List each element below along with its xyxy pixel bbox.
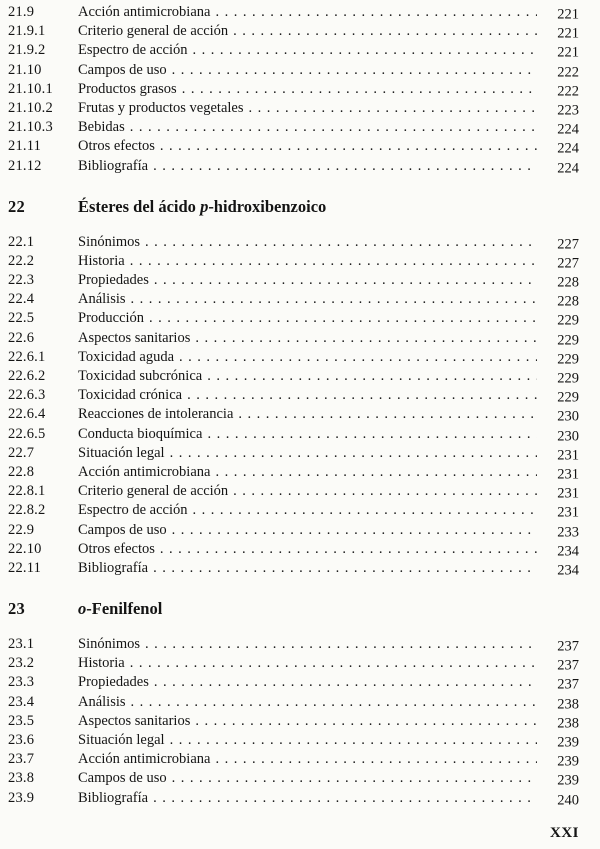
dot-leader: [207, 425, 537, 444]
toc-entry: [8, 309, 579, 328]
toc-entry: [8, 3, 579, 22]
dot-leader: [154, 673, 537, 692]
entry-title: Espectro de acción: [78, 42, 188, 59]
toc-entry: [8, 137, 579, 156]
entry-number: 22.6.1: [8, 348, 46, 365]
entry-title: Análisis: [78, 291, 126, 308]
entry-title: Análisis: [78, 693, 126, 710]
dot-leader: [215, 463, 537, 482]
entry-number: 22.10: [8, 540, 42, 557]
toc-entry: [8, 348, 579, 367]
entry-title: Aspectos sanitarios: [78, 712, 191, 729]
entry-page-number: 229: [557, 332, 579, 349]
toc-entry: [8, 693, 579, 712]
entry-number: 21.10: [8, 61, 42, 78]
entry-number: 23.5: [8, 712, 35, 729]
entry-number: 23.7: [8, 751, 35, 768]
dot-leader: [207, 367, 537, 386]
entry-number: 22.7: [8, 444, 35, 461]
entry-page-number: 221: [557, 6, 579, 23]
toc-entry: [8, 635, 579, 654]
dot-leader: [233, 482, 537, 501]
toc-entry: [8, 367, 579, 386]
entry-page-number: 237: [557, 676, 579, 693]
entry-number: 21.11: [8, 138, 42, 155]
entry-title: Reacciones de intolerancia: [78, 406, 234, 423]
dot-leader: [172, 521, 537, 540]
entry-page-number: 237: [557, 638, 579, 655]
entry-title: Campos de uso: [78, 61, 167, 78]
chapter-title-part: Ésteres del ácido: [78, 196, 201, 216]
entry-title: Otros efectos: [78, 540, 155, 557]
toc-entry: [8, 540, 579, 559]
toc-entry: [8, 654, 579, 673]
dot-leader: [193, 501, 537, 520]
toc-entry: [8, 157, 579, 176]
toc-entry: [8, 769, 579, 788]
entry-title: Toxicidad aguda: [78, 348, 175, 365]
toc-entry: [8, 501, 579, 520]
entry-number: 22.1: [8, 233, 35, 250]
toc-entry: [8, 329, 579, 348]
entry-number: 22.2: [8, 252, 35, 269]
entry-title: Productos grasos: [78, 80, 177, 97]
chapter-title-part: -Fenilfenol: [86, 599, 163, 619]
entry-title: Producción: [78, 310, 145, 327]
entry-number: 22.6.2: [8, 368, 46, 384]
toc-entry: [8, 290, 579, 309]
dot-leader: [249, 99, 537, 118]
entry-number: 23.6: [8, 732, 35, 748]
entry-number: 21.10.2: [8, 99, 53, 116]
entry-number: 23.4: [8, 693, 35, 710]
toc-entry: [8, 271, 579, 290]
toc-entry: [8, 521, 579, 540]
entry-page-number: 229: [557, 389, 579, 406]
entry-number: 21.12: [8, 157, 42, 174]
entry-number: 23.9: [8, 789, 35, 806]
entry-page-number: 227: [557, 255, 579, 272]
entry-title: Espectro de acción: [78, 502, 188, 519]
entry-page-number: 224: [557, 160, 579, 176]
entry-number: 23.8: [8, 770, 35, 787]
dot-leader: [182, 80, 537, 99]
entry-number: 22.6.5: [8, 425, 46, 442]
dot-leader: [170, 444, 537, 463]
entry-page-number: 229: [557, 351, 579, 368]
entry-number: 22.6.3: [8, 387, 46, 404]
chapter-heading: [8, 197, 579, 217]
entry-number: 21.9.2: [8, 42, 46, 59]
dot-leader: [160, 137, 537, 156]
entry-title: Acción antimicrobiana: [78, 4, 211, 20]
entry-title: Campos de uso: [78, 770, 167, 787]
dot-leader: [130, 118, 537, 137]
entry-number: 22.8: [8, 463, 35, 480]
toc-entry: [8, 61, 579, 80]
dot-leader: [233, 22, 537, 41]
toc-entry: [8, 731, 579, 750]
entry-title: Bibliografía: [78, 559, 149, 576]
toc-entry: [8, 386, 579, 405]
entry-page-number: 239: [557, 734, 579, 751]
chapter-heading: [8, 599, 579, 619]
entry-title: Bebidas: [78, 119, 125, 136]
entry-page-number: 238: [557, 715, 579, 732]
dot-leader: [130, 252, 537, 271]
dot-leader: [153, 789, 537, 808]
entry-title: Acción antimicrobiana: [78, 463, 211, 480]
entry-title: Situación legal: [78, 732, 165, 748]
toc-entry: [8, 673, 579, 692]
dot-leader: [193, 41, 537, 60]
entry-number: 22.6: [8, 329, 35, 346]
toc-entry: [8, 750, 579, 769]
dot-leader: [149, 309, 537, 328]
dot-leader: [145, 635, 537, 654]
dot-leader: [238, 405, 537, 424]
entry-number: 21.9: [8, 4, 35, 20]
entry-page-number: 239: [557, 753, 579, 770]
entry-page-number: 228: [557, 274, 579, 291]
entry-number: 22.9: [8, 521, 35, 538]
entry-page-number: 233: [557, 524, 579, 540]
entry-title: Sinónimos: [78, 636, 141, 653]
entry-page-number: 228: [557, 293, 579, 310]
entry-page-number: 222: [557, 64, 579, 81]
entry-page-number: 230: [557, 408, 579, 425]
entry-title: Propiedades: [78, 674, 149, 691]
toc-entry: [8, 463, 579, 482]
entry-title: Sinónimos: [78, 233, 141, 250]
entry-title: Criterio general de acción: [78, 23, 229, 40]
entry-title: Bibliografía: [78, 157, 149, 174]
entry-page-number: 224: [557, 140, 579, 157]
toc-entry: [8, 405, 579, 424]
dot-leader: [160, 540, 537, 559]
entry-number: 21.10.1: [8, 80, 53, 97]
toc-entry: [8, 99, 579, 118]
toc-entry: [8, 41, 579, 60]
toc-entry: [8, 712, 579, 731]
toc-entry: [8, 80, 579, 99]
dot-leader: [130, 654, 537, 673]
toc-entry: [8, 559, 579, 578]
entry-page-number: 231: [557, 466, 579, 483]
entry-number: 22.11: [8, 559, 42, 576]
entry-page-number: 240: [557, 792, 579, 809]
entry-title: Conducta bioquímica: [78, 425, 203, 442]
entry-page-number: 239: [557, 772, 579, 789]
entry-number: 22.6.4: [8, 406, 46, 423]
entry-number: 21.10.3: [8, 119, 53, 136]
toc-entry: [8, 482, 579, 501]
entry-number: 23.3: [8, 674, 35, 691]
toc-entry: [8, 252, 579, 271]
dot-leader: [179, 348, 537, 367]
entry-page-number: 229: [557, 312, 579, 329]
dot-leader: [153, 559, 537, 578]
toc-entry: [8, 233, 579, 252]
entry-page-number: 224: [557, 121, 579, 138]
entry-page-number: 221: [557, 25, 579, 42]
dot-leader: [215, 3, 537, 22]
folio-page-number: XXI: [549, 824, 579, 841]
chapter-number: 23: [8, 599, 25, 619]
chapter-title-part: p: [200, 196, 209, 216]
entry-title: Campos de uso: [78, 521, 167, 538]
dot-leader: [172, 61, 537, 80]
chapter-title-part: -hidroxibenzoico: [208, 196, 327, 216]
dot-leader: [187, 386, 537, 405]
toc-entry: [8, 118, 579, 137]
entry-page-number: 238: [557, 696, 579, 713]
entry-title: Aspectos sanitarios: [78, 329, 191, 346]
dot-leader: [170, 731, 537, 750]
entry-page-number: 234: [557, 543, 579, 560]
entry-title: Toxicidad subcrónica: [78, 368, 203, 384]
dot-leader: [195, 712, 537, 731]
dot-leader: [131, 693, 537, 712]
dot-leader: [131, 290, 537, 309]
toc-entry: [8, 789, 579, 808]
entry-title: Otros efectos: [78, 138, 155, 155]
dot-leader: [154, 271, 537, 290]
entry-number: 22.8.2: [8, 502, 46, 519]
entry-title: Toxicidad crónica: [78, 387, 183, 404]
entry-page-number: 231: [557, 447, 579, 464]
entry-title: Acción antimicrobiana: [78, 751, 211, 768]
entry-page-number: 237: [557, 657, 579, 674]
entry-page-number: 234: [557, 562, 579, 579]
dot-leader: [172, 769, 537, 788]
entry-title: Criterio general de acción: [78, 483, 229, 500]
entry-title: Situación legal: [78, 444, 165, 461]
entry-page-number: 223: [557, 102, 579, 119]
entry-title: Bibliografía: [78, 789, 149, 806]
dot-leader: [195, 329, 537, 348]
toc-entry: [8, 444, 579, 463]
entry-title: Propiedades: [78, 272, 149, 289]
entry-number: 23.2: [8, 655, 35, 672]
entry-number: 23.1: [8, 636, 35, 653]
entry-page-number: 230: [557, 428, 579, 445]
chapter-title: [78, 197, 331, 217]
dot-leader: [145, 233, 537, 252]
entry-page-number: 222: [557, 83, 579, 100]
dot-leader: [215, 750, 537, 769]
chapter-number: 22: [8, 196, 25, 216]
toc-entry: [8, 22, 579, 41]
entry-number: 22.3: [8, 272, 35, 289]
entry-title: Historia: [78, 252, 125, 269]
entry-page-number: 231: [557, 485, 579, 502]
entry-number: 21.9.1: [8, 23, 46, 40]
toc-entry: [8, 425, 579, 444]
entry-page-number: 231: [557, 504, 579, 521]
entry-page-number: 227: [557, 236, 579, 253]
entry-title: Historia: [78, 655, 125, 672]
entry-number: 22.4: [8, 291, 35, 308]
chapter-title-part: o: [78, 599, 87, 619]
entry-page-number: 229: [557, 370, 579, 387]
entry-number: 22.5: [8, 310, 35, 327]
chapter-title: [78, 599, 167, 619]
entry-title: Frutas y productos vegetales: [78, 99, 244, 116]
entry-number: 22.8.1: [8, 483, 46, 500]
entry-page-number: 221: [557, 44, 579, 61]
dot-leader: [153, 157, 537, 176]
